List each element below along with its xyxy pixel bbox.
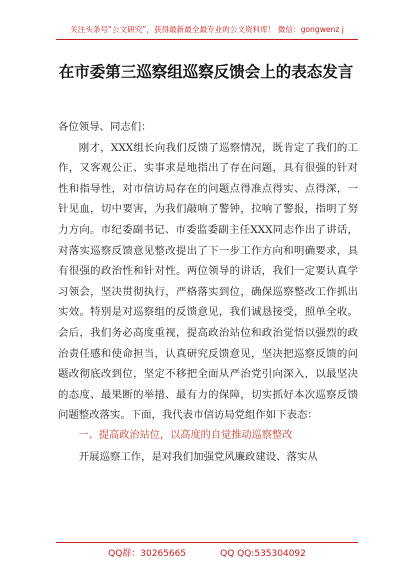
banner-divider	[56, 39, 358, 40]
footer-divider	[56, 542, 358, 543]
document-title: 在市委第三巡察组巡察反馈会上的表态发言	[58, 63, 354, 81]
document-body	[58, 117, 358, 467]
footer	[56, 546, 358, 562]
footer-qq-group: QQ群：30265665	[108, 549, 187, 559]
paragraph-2: 开展巡察工作，是对我们加强党风廉政建设、落实从	[78, 450, 318, 463]
footer-qq: QQ QQ:535304092	[220, 549, 306, 559]
paragraph-1: 刚才，XXX组长向我们反馈了巡察情况，既肯定了我们的工作，又客观公正、实事求是地指出了存在问题，具有很强的针对性和指导性，对市信访局存在的问题点得准点得实、点得深，一针见血，切中要害，为我们敲响了警钟，拉响了警报，指明了努力方向。市纪委副书记、市委监委副主任XXX同志作出了讲话，对落实巡察反馈意见整改提出了下一步工作方向和明确要求，具有很强的政治性和针对性。两位领导的讲话，我们一定要认真学习领会，坚决贯彻执行，严格落实到位，确保巡察整改工作抓出实效。特别是对巡察组的反馈意见，我们诚恳接受，照单全收。会后，我们务必高度重视，提高政治站位和政治觉悟以强烈的政治责任感和使命担当，认真研究反馈意见，坚决把巡察反馈的问题改彻底改到位，坚定不移把全面从严治党引向深入，以最坚决的态度、最果断的举措、最有力的保障，切实抓好本次巡察反馈问题整改落实。下面，我代表市信访局党组作如下表态：	[58, 141, 358, 422]
top-banner: 关注头条号“公文研究”，获得最新最全最专业的公文资料库！ 微信：gongwenz j	[70, 25, 344, 34]
section-heading-1: 一、提高政治站位，以高度的自觉推动巡察整改	[78, 429, 293, 441]
salutation: 各位领导、同志们：	[58, 121, 152, 133]
